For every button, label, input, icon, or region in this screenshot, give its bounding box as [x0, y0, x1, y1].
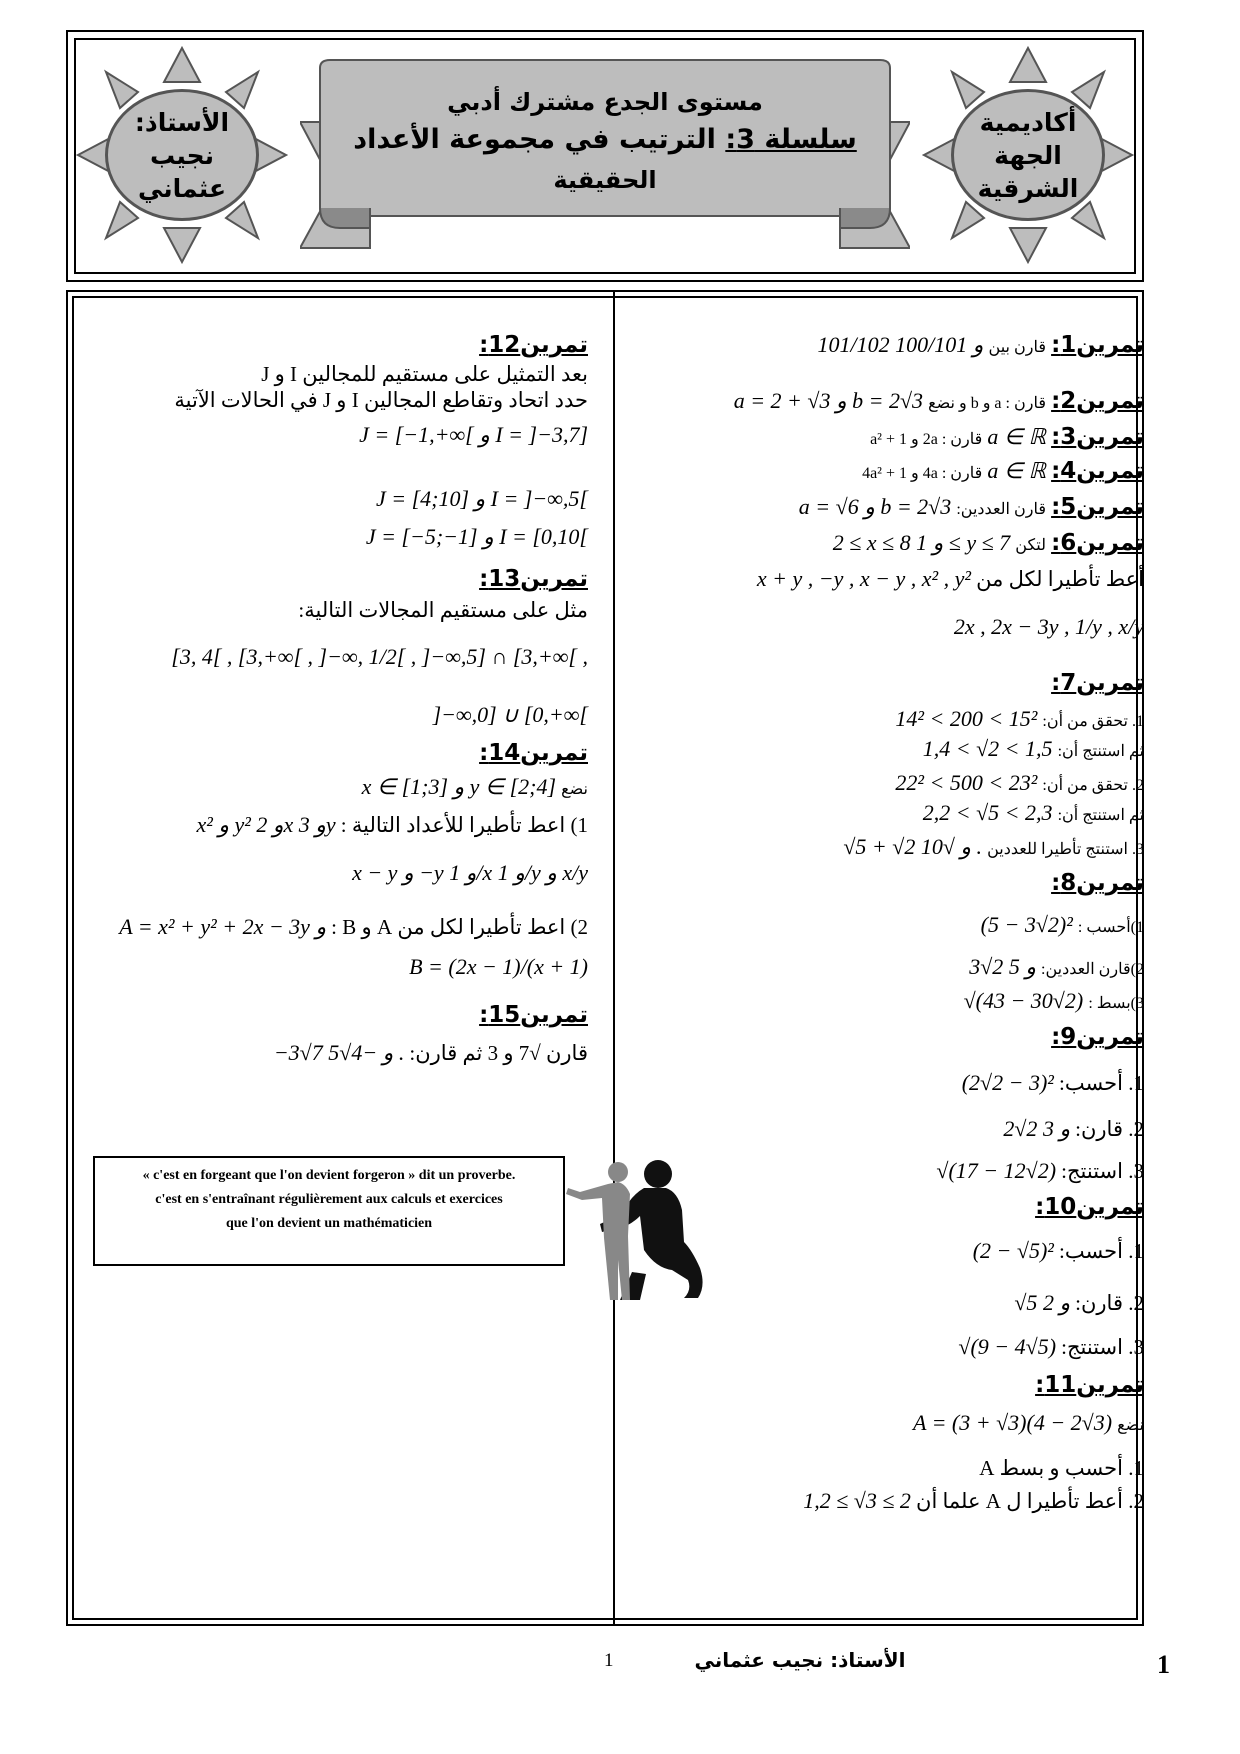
exercise-math: a ∈ ℝ [987, 424, 1046, 449]
exercise-math: A = x² + y² + 2x − 3y و [119, 914, 327, 939]
exercise-math: 14² < 200 < 15² [895, 706, 1038, 731]
exercise-14-line4 [88, 914, 588, 940]
exercise-text: 3. استنتج: [1061, 1335, 1144, 1359]
teacher-medal-text: الأستاذ: نجيب عثماني [134, 107, 230, 203]
exercise-text: أعط تأطيرا لكل من [976, 567, 1144, 591]
exercise-text: قارن العددين: [956, 501, 1046, 518]
exercise-text: بعد التمثيل على مستقيم للمجالين I و J [261, 362, 588, 386]
exercise-9-line1 [630, 1070, 1144, 1096]
exercise-math: J = [−1,+∞[ و I = ]−3,7] [359, 422, 588, 447]
exercise-14-line2 [88, 812, 588, 838]
exercise-title: تمرين14: [479, 740, 588, 766]
exercise-math: x² و y² و 2x و 3y [196, 812, 336, 837]
exercise-math: √(9 − 4√5) [958, 1334, 1057, 1359]
exercise-math: x + y , −y , x − y , x² , y² [756, 566, 971, 591]
exercise-math: a = 2 + √3 و b = 2√3 [733, 388, 924, 413]
exercise-text: نضع [1117, 1417, 1144, 1434]
column-divider [613, 290, 615, 1626]
exercise-text: حدد اتحاد وتقاطع المجالين I و J في الحالات الآتية [174, 388, 588, 412]
exercise-13-line1 [88, 598, 588, 623]
exercise-1 [630, 332, 1144, 358]
exercise-title: تمرين12: [479, 332, 588, 358]
exercise-math: √5 + √2 و √10 . [843, 834, 983, 859]
exercise-14-line5 [88, 954, 588, 980]
banner-subject-cont: الحقيقية [553, 166, 657, 194]
exercise-math: 3√2 و 5 [969, 954, 1036, 979]
exercise-text: قارن : 2a و a² + 1 [870, 431, 983, 448]
exercise-math: −3√7 و −4√5 . [273, 1040, 405, 1065]
exercise-12-case3 [88, 524, 588, 550]
banner-series-title [330, 124, 880, 155]
exercise-11-title [630, 1372, 1144, 1398]
exercise-text: قارن : 4a و 4a² + 1 [862, 465, 983, 482]
exercise-text: 2) اعط تأطيرا لكل من A و B : [331, 915, 588, 939]
exercise-math: (2 − √5)² [972, 1238, 1054, 1263]
exercise-math: 2,2 < √5 < 2,3 [922, 800, 1053, 825]
page-number: 1 [1157, 1650, 1170, 1679]
exercise-13-intervals2 [88, 702, 588, 728]
exercise-title: تمرين10: [1035, 1194, 1144, 1220]
exercise-14-line1 [88, 774, 588, 800]
exercise-10-line3 [630, 1334, 1144, 1360]
exercise-math: a = √6 و b = 2√3 [798, 494, 952, 519]
footer-center-number: 1 [604, 1650, 614, 1671]
exercise-6 [630, 530, 1144, 556]
exercise-title: تمرين4: [1051, 458, 1144, 484]
exercise-7-line3 [630, 770, 1144, 796]
exercise-14-line3 [88, 860, 588, 886]
exercise-8-line1 [630, 912, 1144, 938]
exercise-7-line5 [630, 834, 1144, 860]
exercise-2 [630, 388, 1144, 414]
exercise-math: A = (3 + √3)(4 − 2√3) [913, 1410, 1113, 1435]
exercise-text: قارن √7 و 3 ثم قارن: [409, 1041, 588, 1065]
exercise-text: 3. استنتج: [1061, 1159, 1144, 1183]
exercise-11-line3 [630, 1488, 1144, 1514]
exercise-math: √(43 − 30√2) [963, 988, 1084, 1013]
exercise-7-line2 [630, 736, 1144, 762]
exercise-6-line3 [630, 614, 1144, 640]
exercise-11-line2 [630, 1456, 1144, 1481]
exercise-text: 1. أحسب و بسط A [979, 1456, 1144, 1480]
exercise-math: J = [4;10] و I = ]−∞,5[ [375, 486, 588, 511]
exercise-math: √5 و 2 [1014, 1290, 1071, 1315]
banner-subject: الترتيب في مجموعة الأعداد [353, 124, 716, 155]
exercise-text: نضع [561, 781, 588, 798]
exercise-title: تمرين5: [1051, 494, 1144, 520]
exercise-math: 2 ≤ x ≤ 8 و 1 ≤ y ≤ 7 [832, 530, 1011, 555]
exercise-4 [630, 458, 1144, 484]
quote-line-2: c'est en s'entraînant régulièrement aux calculs et exercices [155, 1192, 503, 1207]
exercise-text: 2. قارن: [1075, 1291, 1144, 1315]
exercise-12-line2 [88, 388, 588, 413]
quote-line-1: « c'est en forgeant que l'on devient forgeron » dit un proverbe. [142, 1168, 516, 1183]
exercise-math: 101/102 و 100/101 [817, 332, 984, 357]
exercise-text: 1. تحقق من أن: [1042, 713, 1144, 730]
exercise-math: 22² < 500 < 23² [895, 770, 1038, 795]
exercise-5 [630, 494, 1144, 520]
exercise-title: تمرين11: [1035, 1372, 1144, 1398]
exercise-text: 3. استنتج تأطيرا للعددين [987, 841, 1144, 858]
exercise-text: لتكن [1015, 537, 1046, 554]
teacher-child-silhouette-icon [560, 1150, 720, 1310]
exercise-math: x ∈ [1;3] و y ∈ [2;4] [361, 774, 557, 799]
exercise-text: قارن : a و b و نضع [928, 395, 1046, 412]
exercise-text: 1. أحسب: [1058, 1071, 1144, 1095]
exercise-title: تمرين3: [1051, 424, 1144, 450]
quote-box [93, 1156, 565, 1266]
exercise-12-case1 [88, 422, 588, 448]
exercise-text: 2. قارن: [1075, 1117, 1144, 1141]
exercise-text: ثم استنتج أن: [1057, 743, 1144, 760]
exercise-text: قارن بين [988, 339, 1046, 356]
exercise-title: تمرين7: [1051, 670, 1144, 696]
exercise-math: ]−∞,0] ∪ [0,+∞[ [432, 702, 588, 727]
exercise-math: 1,4 < √2 < 1,5 [922, 736, 1053, 761]
exercise-math: x − y و −y و 1/x و 1/y و x/y [352, 860, 588, 885]
exercise-text: 1) اعط تأطيرا للأعداد التالية : [340, 813, 588, 837]
quote-line-3: que l'on devient un mathématicien [225, 1216, 433, 1231]
exercise-title: تمرين9: [1051, 1024, 1144, 1050]
exercise-text: 1)أحسب : [1077, 919, 1144, 936]
teacher-medal [105, 89, 259, 221]
exercise-8-title [630, 870, 1144, 896]
exercise-math: [3, 4[ , [3,+∞[ , ]−∞, 1/2[ , ]−∞,5] ∩ [3,+∞[ , [171, 644, 588, 669]
exercise-13-intervals1 [88, 644, 588, 670]
exercise-math: 2√2 و 3 [1003, 1116, 1071, 1141]
academy-medal [951, 89, 1105, 221]
exercise-text: 2)قارن العددين: [1041, 961, 1144, 978]
exercise-7-line1 [630, 706, 1144, 732]
exercise-12-case2 [88, 486, 588, 512]
exercise-8-line3 [630, 988, 1144, 1014]
exercise-math: J = [−5;−1] و I = [0,10[ [365, 524, 588, 549]
exercise-13-title [88, 566, 588, 592]
exercise-math: a ∈ ℝ [987, 458, 1046, 483]
exercise-8-line2 [630, 954, 1144, 980]
exercise-text: 2. تحقق من أن: [1042, 777, 1144, 794]
exercise-3 [630, 424, 1144, 450]
exercise-math: √(17 − 12√2) [936, 1158, 1057, 1183]
exercise-math: (5 − 3√2)² [980, 912, 1073, 937]
exercise-text: 3)بسط : [1088, 995, 1144, 1012]
footer-teacher-name: الأستاذ: نجيب عثماني [694, 1648, 906, 1672]
exercise-title: تمرين13: [479, 566, 588, 592]
exercise-15-line1 [88, 1040, 588, 1066]
exercise-math: 1,2 ≤ √3 ≤ 2 [803, 1488, 911, 1513]
exercise-math: B = (2x − 1)/(x + 1) [409, 954, 588, 979]
exercise-text: ثم استنتج أن: [1057, 807, 1144, 824]
exercise-text: مثل على مستقيم المجالات التالية: [298, 598, 588, 622]
exercise-title: تمرين15: [479, 1002, 588, 1028]
academy-medal-text: أكاديمية الجهة الشرقية [977, 107, 1079, 203]
exercise-9-line2 [630, 1116, 1144, 1142]
exercise-math: (2√2 − 3)² [961, 1070, 1054, 1095]
exercise-text: 1. أحسب: [1058, 1239, 1144, 1263]
exercise-11-line1 [630, 1410, 1144, 1436]
exercise-math: 2x , 2x − 3y , 1/y , x/y [953, 614, 1144, 639]
exercise-12-title [88, 332, 588, 358]
exercise-7-title [630, 670, 1144, 696]
exercise-title: تمرين8: [1051, 870, 1144, 896]
exercise-6-line2 [630, 566, 1144, 592]
exercise-7-line4 [630, 800, 1144, 826]
exercise-12-line1 [88, 362, 588, 387]
exercise-14-title [88, 740, 588, 766]
banner-series-label: سلسلة 3: [725, 124, 857, 155]
exercise-title: تمرين1: [1051, 332, 1144, 358]
exercise-title: تمرين6: [1051, 530, 1144, 556]
exercise-9-title [630, 1024, 1144, 1050]
exercise-15-title [88, 1002, 588, 1028]
banner-level: مستوى الجدع مشترك أدبي [447, 88, 763, 116]
exercise-text: 2. أعط تأطيرا ل A علما أن [916, 1489, 1144, 1513]
exercise-title: تمرين2: [1051, 388, 1144, 414]
